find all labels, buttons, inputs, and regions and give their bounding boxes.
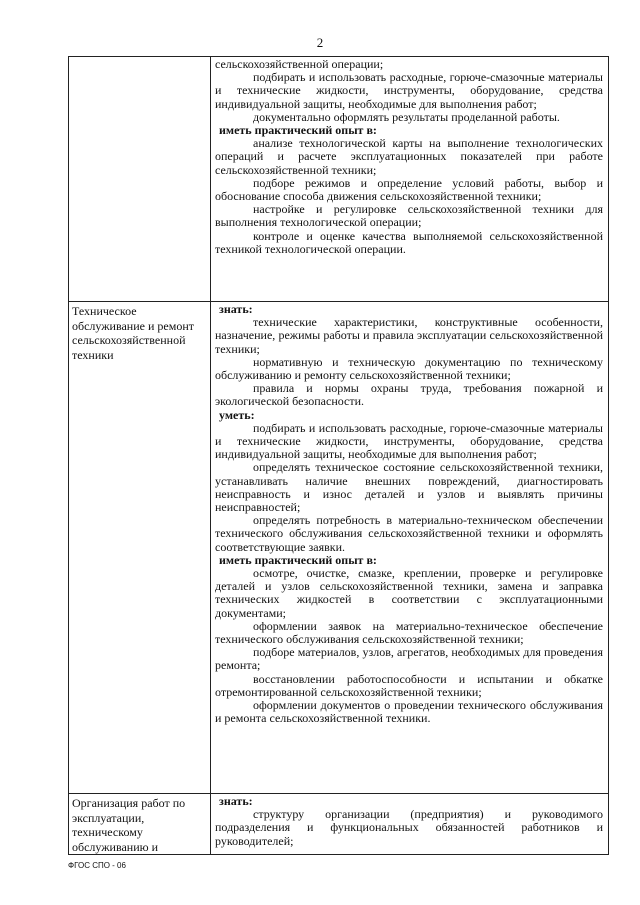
- module-name-cell: Организация работ по эксплуатации, техническому обслуживанию и: [69, 794, 211, 855]
- requirement-text: оформлении заявок на материально-техническое обеспечение технического обслуживания сельскохозяйственной техники;: [215, 618, 603, 647]
- table-row: [69, 794, 609, 855]
- requirement-text: документально оформлять результаты проделанной работы.: [253, 109, 560, 124]
- requirement-text: анализе технологической карты на выполнение технологических операций и расчете эксплуатационных показателей при работе сельскохозяйственной техники;: [215, 136, 603, 177]
- section-header: иметь практический опыт в:: [219, 552, 377, 567]
- requirements-cell: [211, 302, 609, 794]
- requirement-text: сельскохозяйственной операции;: [215, 57, 384, 71]
- requirement-text: осмотре, очистке, смазке, креплении, проверке и регулировке деталей и узлов сельскохозяйственной техники, замена и заправка технических жидкостей в соответствии с эксплуатационными документами;: [215, 566, 603, 620]
- page-number: 2: [316, 35, 324, 50]
- requirement-text: определять потребность в материально-техническом обеспечении технического обслуживания сельскохозяйственной техники и оформлять соответствующие заявки.: [215, 513, 603, 554]
- requirement-text: оформлении документов о проведении технического обслуживания и ремонта сельскохозяйственной техники.: [215, 698, 603, 726]
- module-name-cell: Техническое обслуживание и ремонт сельскохозяйственной техники: [69, 302, 211, 794]
- requirement-text: нормативную и техническую документацию по техническому обслуживанию и ремонту сельскохозяйственной техники;: [215, 354, 603, 383]
- section-header: знать:: [219, 302, 253, 316]
- requirement-text: подборе режимов и определение условий работы, выбор и обоснование способа движения сельскохозяйственной техники;: [215, 175, 603, 204]
- requirement-text: структуру организации (предприятия) и руководимого подразделения и функциональных обязанностей работников и руководителей;: [215, 807, 603, 848]
- competency-table: [68, 56, 609, 855]
- module-name-cell: [69, 57, 211, 302]
- requirement-text: определять техническое состояние сельскохозяйственной техники, устанавливать наличие внешних повреждений, диагностировать неисправность и износ деталей и узлов и выявлять причины неисправностей;: [215, 460, 603, 515]
- table-row: [69, 57, 609, 302]
- requirements-cell: [211, 794, 609, 855]
- requirement-text: контроле и оценке качества выполняемой сельскохозяйственной техникой технологической операции.: [215, 228, 603, 256]
- requirement-text: подборе материалов, узлов, агрегатов, необходимых для проведения ремонта;: [215, 645, 603, 673]
- table-row: [69, 302, 609, 794]
- requirement-text: настройке и регулировке сельскохозяйственной техники для выполнения технологической операции;: [215, 202, 603, 230]
- document-code: ФГОС СПО - 06: [68, 861, 126, 870]
- requirement-text: правила и нормы охраны труда, требования пожарной и экологической безопасности.: [215, 381, 603, 409]
- section-header: знать:: [219, 794, 253, 808]
- section-header: иметь практический опыт в:: [219, 123, 377, 138]
- requirement-text: подбирать и использовать расходные, горюче-смазочные материалы и технические жидкости, инструменты, оборудование, средства индивидуальной защиты, необходимые для выполнения работ;: [215, 420, 603, 462]
- requirement-text: восстановлении работоспособности и испытании и обкатке отремонтированной сельскохозяйственной техники;: [215, 671, 603, 699]
- requirement-text: технические характеристики, конструктивные особенности, назначение, режимы работы и правила эксплуатации сельскохозяйственной техники;: [215, 315, 603, 356]
- section-header: уметь:: [219, 407, 255, 422]
- requirements-cell: [211, 57, 609, 302]
- requirement-text: подбирать и использовать расходные, горюче-смазочные материалы и технические жидкости, инструменты, оборудование, средства индивидуальной защиты, необходимые для выполнения работ;: [215, 70, 603, 111]
